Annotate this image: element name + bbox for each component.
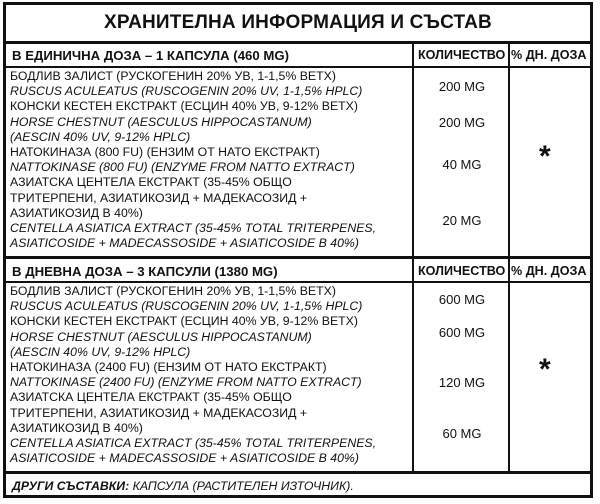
ingredient-line: БОДЛИВ ЗАЛИСТ (РУСКОГЕНИН 20% УВ, 1-1,5% BETX) — [10, 69, 336, 83]
amount-value: 600 MG — [438, 292, 486, 307]
ingredient-line: NATTOKINASE (800 FU) (ENZYME FROM NATTO EXTRACT) — [10, 160, 355, 175]
column-divider — [412, 42, 414, 256]
column-divider — [508, 259, 510, 471]
quantity-column-header: КОЛИЧЕСТВО — [418, 264, 506, 278]
ingredient-line: CENTELLA ASIATICA EXTRACT (35-45% TOTAL TRITERPENES, — [10, 436, 377, 451]
column-divider — [412, 259, 414, 471]
other-ingredients-text: КАПСУЛА (РАСТИТЕЛЕН ИЗТОЧНИК). — [132, 479, 354, 493]
divider — [6, 66, 590, 68]
ingredient-line: БОДЛИВ ЗАЛИСТ (РУСКОГЕНИН 20% УВ, 1-1,5% BETX) — [10, 284, 336, 298]
daily-pct-column-header: % ДН. ДОЗА — [511, 264, 587, 278]
section-2-ingredients — [10, 284, 376, 466]
divider — [6, 281, 590, 283]
amount-value: 40 MG — [442, 157, 482, 172]
amount-value: 200 MG — [438, 79, 486, 94]
ingredient-line: HORSE CHESTNUT (AESCULUS HIPPOCASTANUM) — [10, 114, 312, 129]
ingredient-line: (AESCIN 40% UV, 9-12% HPLC) — [10, 129, 191, 144]
amount-value: 20 MG — [442, 213, 482, 228]
ingredient-line: АЗИАТСКА ЦЕНТЕЛА ЕКСТРАКТ (35-45% ОБЩО — [10, 390, 292, 405]
ingredient-line: CENTELLA ASIATICA EXTRACT (35-45% TOTAL TRITERPENES, — [10, 221, 377, 236]
divider — [6, 41, 590, 44]
ingredient-line: ASIATICOSIDE + MADECASSOSIDE + ASIATICOSIDE B 40%) — [10, 451, 359, 466]
ingredient-line: RUSCUS ACULEATUS (RUSCOGENIN 20% UV, 1-1,5% HPLC) — [10, 84, 363, 99]
ingredient-line: RUSCUS ACULEATUS (RUSCOGENIN 20% UV, 1-1,5% HPLC) — [10, 299, 363, 314]
amount-value: 600 MG — [438, 325, 486, 340]
other-ingredients — [12, 479, 354, 493]
ingredient-line: HORSE CHESTNUT (AESCULUS HIPPOCASTANUM) — [10, 329, 312, 344]
ingredient-line: НАТОКИНАЗА (2400 FU) (ЕНЗИМ ОТ НАТО ЕКСТРАКТ) — [10, 360, 327, 375]
panel-title: ХРАНИТЕЛНА ИНФОРМАЦИЯ И СЪСТАВ — [104, 12, 492, 33]
other-ingredients-label: ДРУГИ СЪСТАВКИ: — [12, 479, 130, 493]
divider — [6, 256, 590, 259]
ingredient-line: NATTOKINASE (2400 FU) (ENZYME FROM NATTO EXTRACT) — [10, 375, 362, 390]
amount-value: 120 MG — [438, 375, 486, 390]
section-2-header: В ДНЕВНА ДОЗА – 3 КАПСУЛИ (1380 MG) — [12, 264, 278, 279]
section-1-ingredients — [10, 69, 376, 251]
ingredient-line: НАТОКИНАЗА (800 FU) (ЕНЗИМ ОТ НАТО ЕКСТРАКТ) — [10, 145, 320, 160]
amount-value: 200 MG — [438, 115, 486, 130]
section-1-header: В ЕДИНИЧНА ДОЗА – 1 КАПСУЛА (460 MG) — [12, 48, 289, 63]
daily-pct-value: * — [539, 140, 551, 173]
ingredient-line: КОНСКИ КЕСТЕН ЕКСТРАКТ (ЕСЦИН 40% УВ, 9-12% BETX) — [10, 314, 358, 329]
amount-value: 60 MG — [442, 426, 482, 441]
daily-pct-value: * — [539, 353, 551, 386]
ingredient-line: АЗИАТИКОЗИД В 40%) — [10, 420, 143, 435]
ingredient-line: ТРИТЕРПЕНИ, АЗИАТИКОЗИД + МАДЕКАСОЗИД + — [10, 190, 308, 205]
ingredient-line: КОНСКИ КЕСТЕН ЕКСТРАКТ (ЕСЦИН 40% УВ, 9-12% BETX) — [10, 99, 358, 114]
ingredient-line: АЗИАТСКА ЦЕНТЕЛА ЕКСТРАКТ (35-45% ОБЩО — [10, 175, 292, 190]
daily-pct-column-header: % ДН. ДОЗА — [511, 48, 587, 62]
quantity-column-header: КОЛИЧЕСТВО — [418, 48, 506, 62]
divider — [6, 471, 590, 474]
ingredient-line: АЗИАТИКОЗИД В 40%) — [10, 205, 143, 220]
ingredient-line: ASIATICOSIDE + MADECASSOSIDE + ASIATICOSIDE B 40%) — [10, 236, 359, 251]
nutrition-panel — [3, 2, 593, 498]
ingredient-line: (AESCIN 40% UV, 9-12% HPLC) — [10, 344, 191, 359]
ingredient-line: ТРИТЕРПЕНИ, АЗИАТИКОЗИД + МАДЕКАСОЗИД + — [10, 405, 308, 420]
column-divider — [508, 42, 510, 256]
